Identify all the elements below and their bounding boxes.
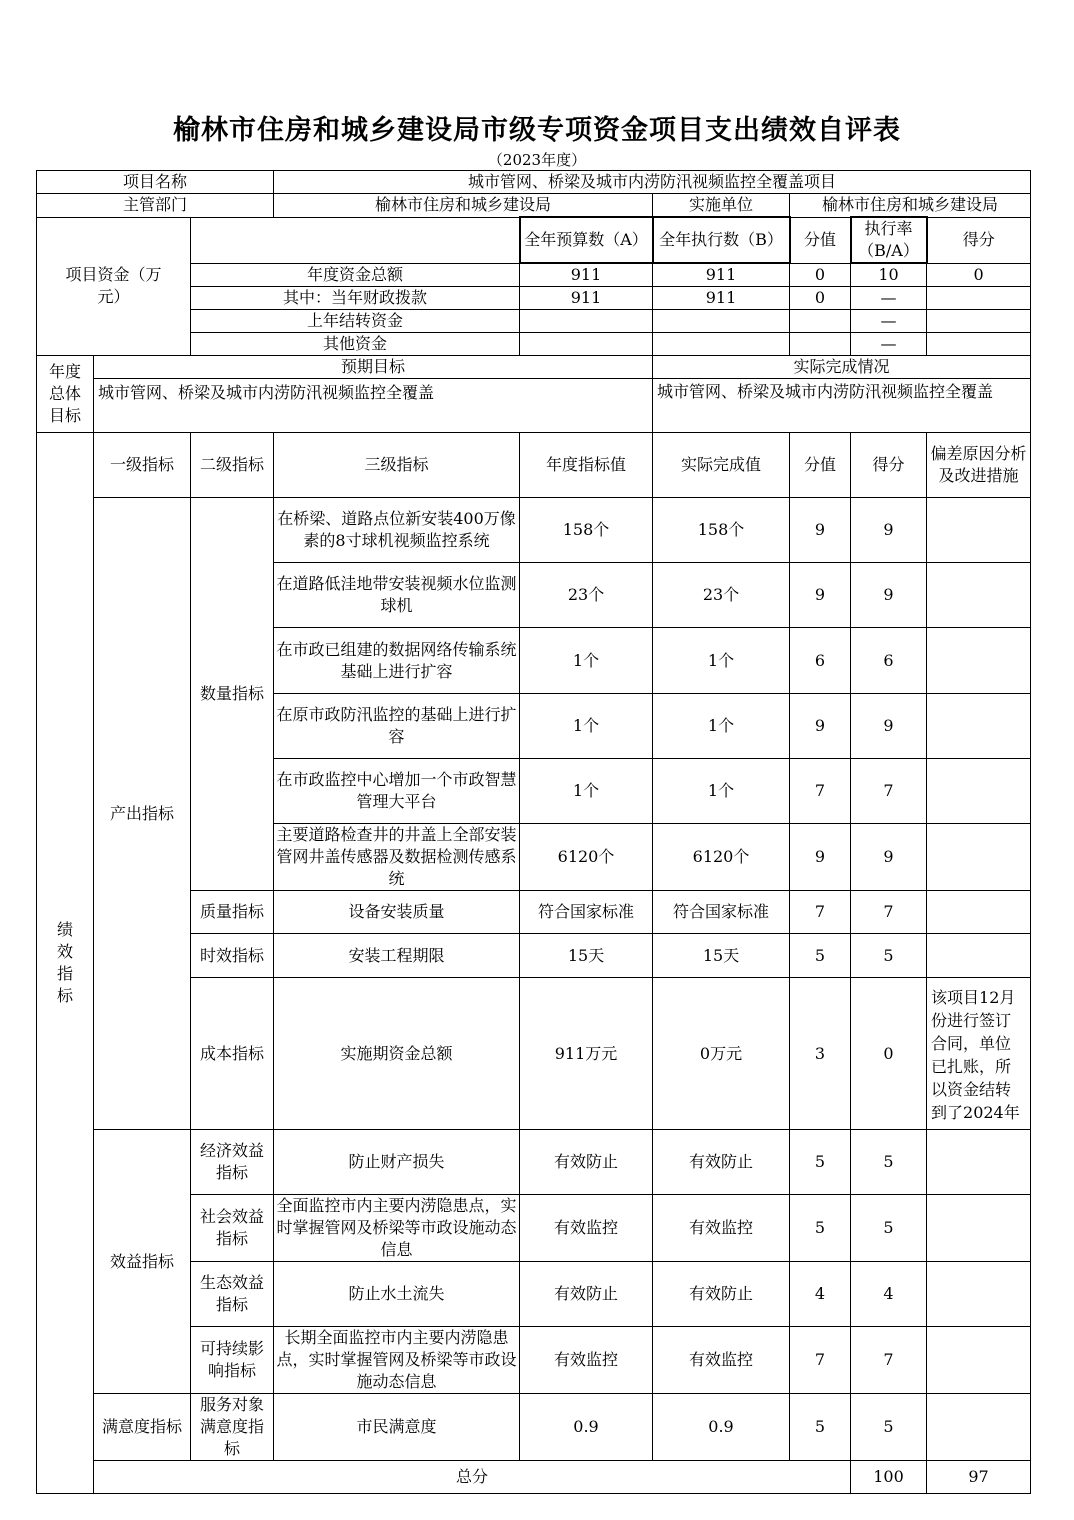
header-deviation: 偏差原因分析及改进措施 bbox=[927, 433, 1031, 498]
score-value: 9 bbox=[790, 498, 851, 563]
goal-label-text: 年度总体目标 bbox=[48, 362, 81, 425]
funds-executed bbox=[790, 333, 851, 356]
header-annual-budget: 全年预算数（A） bbox=[520, 217, 653, 263]
deviation bbox=[927, 1262, 1031, 1327]
target-value: 23个 bbox=[520, 563, 653, 628]
funds-executed: 0 bbox=[790, 287, 851, 310]
funds-row-label: 上年结转资金 bbox=[191, 310, 520, 333]
actual-value: 1个 bbox=[653, 628, 790, 694]
target-value: 有效监控 bbox=[520, 1327, 653, 1394]
impl-label: 实施单位 bbox=[653, 194, 790, 218]
funds-row-label: 年度资金总额 bbox=[191, 263, 520, 287]
deviation bbox=[927, 891, 1031, 934]
score: 7 bbox=[851, 759, 927, 824]
deviation bbox=[927, 694, 1031, 759]
perf-label-text: 绩效指标 bbox=[56, 920, 73, 1005]
indicator: 主要道路检查井的井盖上全部安装管网井盖传感器及数据检测传感系统 bbox=[274, 824, 520, 891]
header-l2: 二级指标 bbox=[191, 433, 274, 498]
score: 9 bbox=[851, 563, 927, 628]
goal-content-row bbox=[37, 379, 1031, 433]
score-value: 7 bbox=[790, 1327, 851, 1394]
table-row bbox=[37, 1394, 1031, 1461]
target-value: 6120个 bbox=[520, 824, 653, 891]
target-value: 15天 bbox=[520, 934, 653, 978]
indicator: 长期全面监控市内主要内涝隐患点，实时掌握管网及桥梁等市政设施动态信息 bbox=[274, 1327, 520, 1394]
project-name-value: 城市管网、桥梁及城市内涝防汛视频监控全覆盖项目 bbox=[274, 171, 1031, 194]
score-value: 6 bbox=[790, 628, 851, 694]
score: 9 bbox=[851, 498, 927, 563]
funds-score-value: — bbox=[851, 333, 927, 356]
indicator: 设备安装质量 bbox=[274, 891, 520, 934]
funds-rate bbox=[927, 287, 1031, 310]
deviation bbox=[927, 824, 1031, 891]
level2-economic: 经济效益指标 bbox=[191, 1130, 274, 1195]
score-value: 9 bbox=[790, 694, 851, 759]
funds-executed: 0 bbox=[790, 263, 851, 287]
score-value: 7 bbox=[790, 891, 851, 934]
actual-value: 有效监控 bbox=[653, 1195, 790, 1262]
funds-score-value: — bbox=[851, 287, 927, 310]
deviation bbox=[927, 628, 1031, 694]
report-year: （2023年度） bbox=[487, 151, 587, 169]
level1-satisfaction: 满意度指标 bbox=[94, 1394, 191, 1461]
header-target: 年度指标值 bbox=[520, 433, 653, 498]
funds-rate: 0 bbox=[927, 263, 1031, 287]
actual-value: 15天 bbox=[653, 934, 790, 978]
indicator: 市民满意度 bbox=[274, 1394, 520, 1461]
header-executed: 全年执行数（B） bbox=[653, 217, 790, 263]
header-l1: 一级指标 bbox=[94, 433, 191, 498]
target-value: 158个 bbox=[520, 498, 653, 563]
deviation bbox=[927, 1394, 1031, 1461]
level2-social: 社会效益指标 bbox=[191, 1195, 274, 1262]
indicator: 在市政监控中心增加一个市政智慧管理大平台 bbox=[274, 759, 520, 824]
deviation bbox=[927, 498, 1031, 563]
funds-rate bbox=[927, 310, 1031, 333]
department-row bbox=[37, 194, 1031, 218]
target-value: 1个 bbox=[520, 759, 653, 824]
score-value: 5 bbox=[790, 1394, 851, 1461]
total-label: 总分 bbox=[94, 1461, 851, 1494]
indicator: 在市政已组建的数据网络传输系统基础上进行扩容 bbox=[274, 628, 520, 694]
score: 5 bbox=[851, 1394, 927, 1461]
level2-service: 服务对象满意度指标 bbox=[191, 1394, 274, 1461]
score: 0 bbox=[851, 978, 927, 1130]
actual-value: 有效监控 bbox=[653, 1327, 790, 1394]
score: 5 bbox=[851, 934, 927, 978]
expected-goal-label: 预期目标 bbox=[94, 356, 653, 379]
level2-quantity: 数量指标 bbox=[191, 498, 274, 891]
total-score: 97 bbox=[927, 1461, 1031, 1494]
funds-initial bbox=[520, 310, 653, 333]
deviation bbox=[927, 563, 1031, 628]
score-value: 5 bbox=[790, 1130, 851, 1195]
project-name-label: 项目名称 bbox=[37, 171, 274, 194]
deviation: 该项目12月份进行签订合同，单位已扎账，所以资金结转到了2024年 bbox=[927, 978, 1031, 1130]
funds-annual: 911 bbox=[653, 263, 790, 287]
score-value: 5 bbox=[790, 934, 851, 978]
deviation bbox=[927, 1130, 1031, 1195]
level2-timeliness: 时效指标 bbox=[191, 934, 274, 978]
score-value: 9 bbox=[790, 824, 851, 891]
header-score-value: 分值 bbox=[790, 433, 851, 498]
funds-label: 项目资金（万元） bbox=[37, 217, 191, 356]
score: 5 bbox=[851, 1195, 927, 1262]
total-row bbox=[37, 1461, 1031, 1494]
actual-goal-label: 实际完成情况 bbox=[653, 356, 1031, 379]
actual-value: 有效防止 bbox=[653, 1130, 790, 1195]
page-title: 榆林市住房和城乡建设局市级专项资金项目支出绩效自评表 bbox=[173, 115, 901, 146]
actual-value: 6120个 bbox=[653, 824, 790, 891]
level2-sustainable: 可持续影响指标 bbox=[191, 1327, 274, 1394]
indicator: 在原市政防汛监控的基础上进行扩容 bbox=[274, 694, 520, 759]
score: 9 bbox=[851, 694, 927, 759]
target-value: 有效防止 bbox=[520, 1262, 653, 1327]
goal-header-row bbox=[37, 356, 1031, 379]
table-row bbox=[37, 498, 1031, 563]
funds-row-label: 其他资金 bbox=[191, 333, 520, 356]
indicator: 安装工程期限 bbox=[274, 934, 520, 978]
expected-goal-text: 城市管网、桥梁及城市内涝防汛视频监控全覆盖 bbox=[94, 379, 653, 433]
header-actual: 实际完成值 bbox=[653, 433, 790, 498]
indicator: 全面监控市内主要内涝隐患点，实时掌握管网及桥梁等市政设施动态信息 bbox=[274, 1195, 520, 1262]
perf-header-row bbox=[37, 433, 1031, 498]
actual-value: 0.9 bbox=[653, 1394, 790, 1461]
header-l3: 三级指标 bbox=[274, 433, 520, 498]
deviation bbox=[927, 759, 1031, 824]
goal-label bbox=[37, 356, 94, 433]
funds-initial: 911 bbox=[520, 287, 653, 310]
score: 4 bbox=[851, 1262, 927, 1327]
funds-row-label: 其中：当年财政拨款 bbox=[191, 287, 520, 310]
level2-cost: 成本指标 bbox=[191, 978, 274, 1130]
dept-value: 榆林市住房和城乡建设局 bbox=[274, 194, 653, 218]
funds-score-value: 10 bbox=[851, 263, 927, 287]
funds-score-value: — bbox=[851, 310, 927, 333]
table-row bbox=[37, 1130, 1031, 1195]
indicator: 防止财产损失 bbox=[274, 1130, 520, 1195]
target-value: 符合国家标准 bbox=[520, 891, 653, 934]
score: 5 bbox=[851, 1130, 927, 1195]
target-value: 0.9 bbox=[520, 1394, 653, 1461]
score: 9 bbox=[851, 824, 927, 891]
header-score-value: 分值 bbox=[790, 217, 851, 263]
header-score: 得分 bbox=[851, 433, 927, 498]
project-name-row bbox=[37, 171, 1031, 194]
score-value: 9 bbox=[790, 563, 851, 628]
header-score: 得分 bbox=[927, 217, 1031, 263]
actual-value: 有效防止 bbox=[653, 1262, 790, 1327]
deviation bbox=[927, 934, 1031, 978]
target-value: 1个 bbox=[520, 628, 653, 694]
funds-executed bbox=[790, 310, 851, 333]
score: 7 bbox=[851, 891, 927, 934]
actual-value: 符合国家标准 bbox=[653, 891, 790, 934]
header-rate: 执行率（B/A） bbox=[851, 217, 927, 263]
level2-ecological: 生态效益指标 bbox=[191, 1262, 274, 1327]
total-score-value: 100 bbox=[851, 1461, 927, 1494]
funds-rate bbox=[927, 333, 1031, 356]
deviation bbox=[927, 1195, 1031, 1262]
self-evaluation-table bbox=[36, 170, 1031, 1494]
target-value: 有效监控 bbox=[520, 1195, 653, 1262]
indicator: 防止水土流失 bbox=[274, 1262, 520, 1327]
funds-annual bbox=[653, 333, 790, 356]
target-value: 有效防止 bbox=[520, 1130, 653, 1195]
actual-value: 0万元 bbox=[653, 978, 790, 1130]
indicator: 在桥梁、道路点位新安装400万像素的8寸球机视频监控系统 bbox=[274, 498, 520, 563]
actual-goal-text: 城市管网、桥梁及城市内涝防汛视频监控全覆盖 bbox=[653, 379, 1031, 433]
deviation bbox=[927, 1327, 1031, 1394]
perf-label bbox=[37, 433, 94, 1494]
target-value: 911万元 bbox=[520, 978, 653, 1130]
score-value: 5 bbox=[790, 1195, 851, 1262]
actual-value: 158个 bbox=[653, 498, 790, 563]
score-value: 4 bbox=[790, 1262, 851, 1327]
funds-empty-header bbox=[191, 217, 520, 263]
score-value: 7 bbox=[790, 759, 851, 824]
target-value: 1个 bbox=[520, 694, 653, 759]
actual-value: 23个 bbox=[653, 563, 790, 628]
level2-quality: 质量指标 bbox=[191, 891, 274, 934]
funds-initial bbox=[520, 333, 653, 356]
actual-value: 1个 bbox=[653, 759, 790, 824]
impl-value: 榆林市住房和城乡建设局 bbox=[790, 194, 1031, 218]
level1-benefit: 效益指标 bbox=[94, 1130, 191, 1394]
score-value: 3 bbox=[790, 978, 851, 1130]
level1-output: 产出指标 bbox=[94, 498, 191, 1130]
indicator: 在道路低洼地带安装视频水位监测球机 bbox=[274, 563, 520, 628]
funds-initial: 911 bbox=[520, 263, 653, 287]
indicator: 实施期资金总额 bbox=[274, 978, 520, 1130]
score: 6 bbox=[851, 628, 927, 694]
funds-annual bbox=[653, 310, 790, 333]
actual-value: 1个 bbox=[653, 694, 790, 759]
dept-label: 主管部门 bbox=[37, 194, 274, 218]
score: 7 bbox=[851, 1327, 927, 1394]
funds-header-row bbox=[37, 217, 1031, 263]
funds-annual: 911 bbox=[653, 287, 790, 310]
